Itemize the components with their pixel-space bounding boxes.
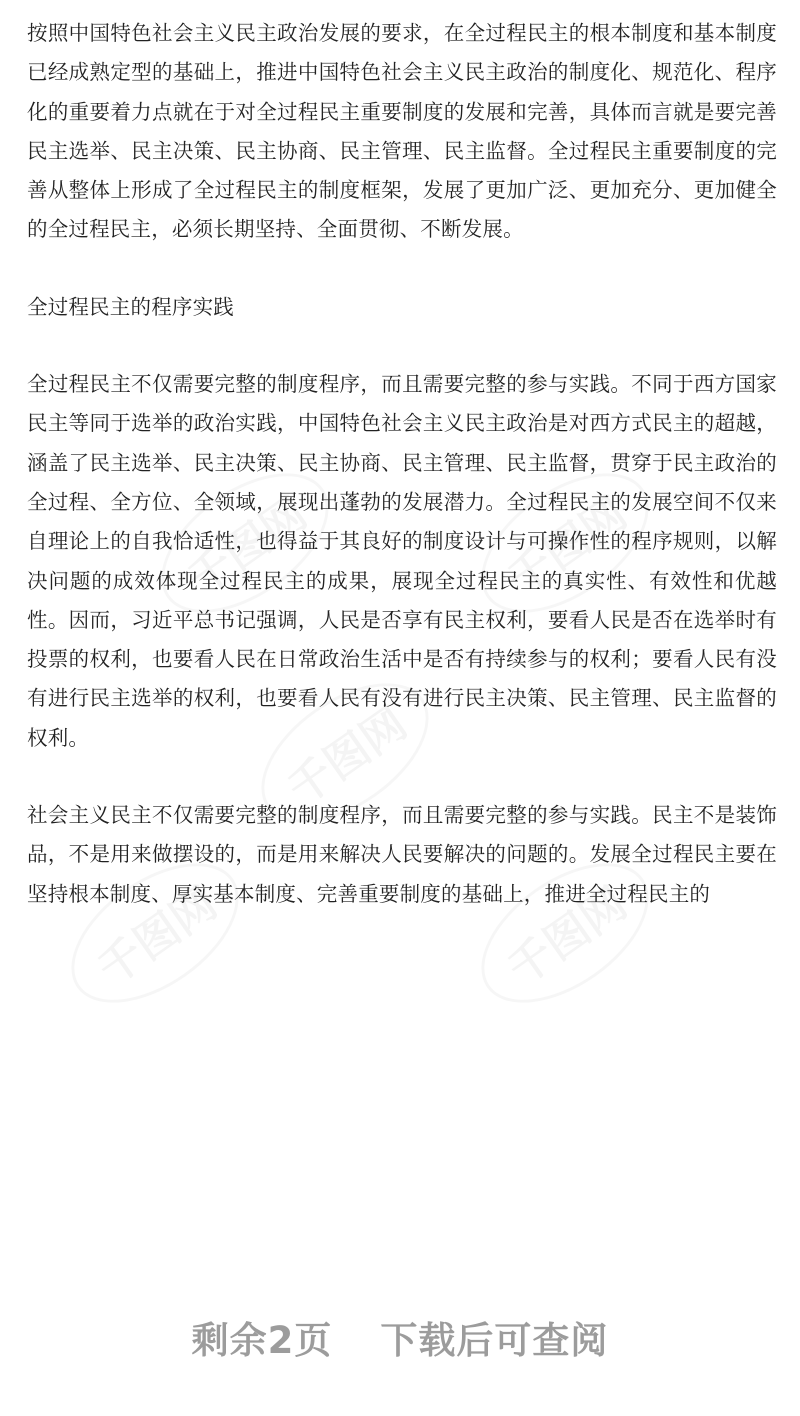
paragraph-socialist-democracy: 社会主义民主不仅需要完整的制度程序，而且需要完整的参与实践。民主不是装饰品，不是用来做摆设的，而是用来解决人民要解决的问题的。发展全过程民主要在坚持根本制度、厚实基本制度、完善重要制度的基础上，推进全过程民主的: [27, 803, 777, 906]
paragraph-procedural-practice: 全过程民主不仅需要完整的制度程序，而且需要完整的参与实践。不同于西方国家民主等同于选举的政治实践，中国特色社会主义民主政治是对西方式民主的超越，涵盖了民主选举、民主决策、民主协商、民主管理、民主监督，贯穿于民主政治的全过程、全方位、全领域，展现出蓬勃的发展潜力。全过程民主的发展空间不仅来自理论上的自我恰适性，也得益于其良好的制度设计与可操作性的程序规则，以解决问题的成效体现全过程民主的成果，展现全过程民主的真实性、有效性和优越性。因而，习近平总书记强调，人民是否享有民主权利，要看人民是否在选举时有投票的权利，也要看人民在日常政治生活中是否有持续参与的权利；要看人民有没有进行民主选举的权利，也要看人民有没有进行民主决策、民主管理、民主监督的权利。: [27, 372, 777, 750]
section-heading: 全过程民主的程序实践: [27, 294, 234, 319]
download-to-read-label: 下载后可查阅: [380, 1319, 609, 1362]
download-prompt-banner[interactable]: [0, 1310, 800, 1364]
remaining-pages-label: 剩余2页: [191, 1319, 333, 1362]
document-body: [27, 14, 777, 952]
paragraph-institutional-framework: 按照中国特色社会主义民主政治发展的要求，在全过程民主的根本制度和基本制度已经成熟定型的基础上，推进中国特色社会主义民主政治的制度化、规范化、程序化的重要着力点就在于对全过程民主重要制度的发展和完善，具体而言就是要完善民主选举、民主决策、民主协商、民主管理、民主监督。全过程民主重要制度的完善从整体上形成了全过程民主的制度框架，发展了更加广泛、更加充分、更加健全的全过程民主，必须长期坚持、全面贯彻、不断发展。: [27, 21, 777, 242]
